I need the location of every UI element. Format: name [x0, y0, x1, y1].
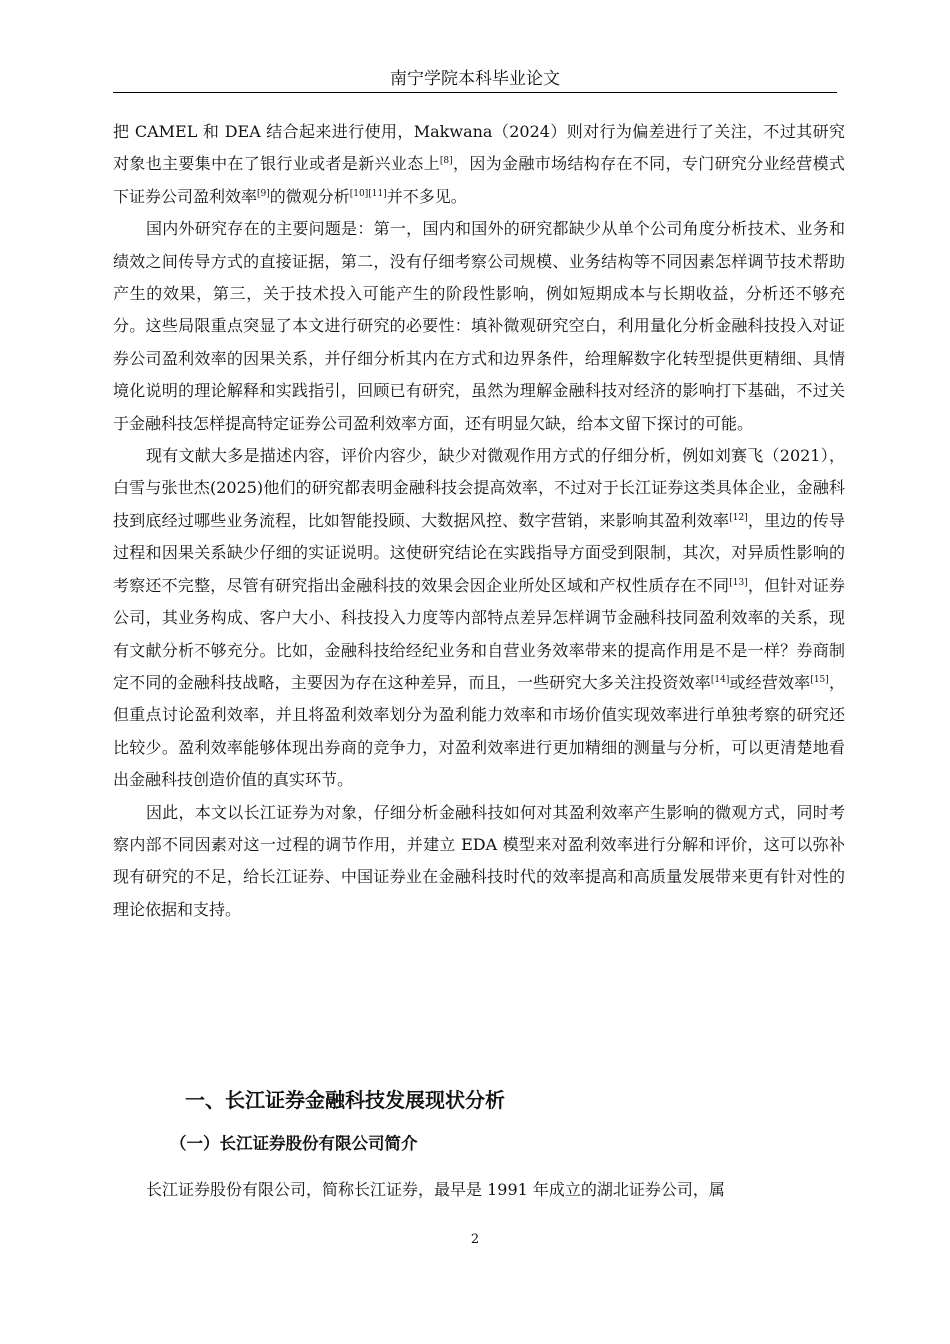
citation-9: [9]	[257, 188, 270, 199]
citation-10-11: [10][11]	[349, 188, 387, 199]
paragraph-1-text-d: 并不多见。	[386, 186, 467, 206]
paragraph-3	[113, 440, 845, 796]
body-text-continued	[113, 1174, 845, 1206]
paragraph-3-text-c: ，但针对证券公司，其业务构成、客户大小、科技投入力度等内部特点差异怎样调节金融科技同盈利效率的关系，现有文献分析不够充分。比如，金融科技给经纪业务和自营业务效率带来的提高作用是不是一样？券商制定不同的金融科技战略，主要因为存在这种差异，而且，一些研究大多关注投资效率	[113, 575, 845, 692]
paragraph-3-text-b: ，里边的传导过程和因果关系缺少仔细的实证说明。这使研究结论在实践指导方面受到限制，其次，对异质性影响的考察还不完整，尽管有研究指出金融科技的效果会因企业所处区域和产权性质存在不同	[113, 510, 845, 595]
body-text	[113, 116, 845, 926]
paragraph-2: 国内外研究存在的主要问题是：第一，国内和国外的研究都缺少从单个公司角度分析技术、业务和绩效之间传导方式的直接证据，第二，没有仔细考察公司规模、业务结构等不同因素怎样调节技术帮助产生的效果，第三，关于技术投入可能产生的阶段性影响，例如短期成本与长期收益，分析还不够充分。这些局限重点突显了本文进行研究的必要性：填补微观研究空白，利用量化分析金融科技投入对证券公司盈利效率的因果关系，并仔细分析其内在方式和边界条件，给理解数字化转型提供更精细、具情境化说明的理论解释和实践指引，回顾已有研究，虽然为理解金融科技对经济的影响打下基础，不过关于金融科技怎样提高特定证券公司盈利效率方面，还有明显欠缺，给本文留下探讨的可能。	[113, 219, 845, 433]
subsection-heading: （一）长江证券股份有限公司简介	[170, 1134, 418, 1153]
paragraph-5: 长江证券股份有限公司，简称长江证券，最早是 1991 年成立的湖北证券公司，属	[146, 1180, 725, 1199]
section-heading: 一、长江证券金融科技发展现状分析	[185, 1088, 505, 1112]
paragraph-4: 因此，本文以长江证券为对象，仔细分析金融科技如何对其盈利效率产生影响的微观方式，同时考察内部不同因素对这一过程的调节作用，并建立 EDA 模型来对盈利效率进行分解和评价，这可以弥补现有研究的不足，给长江证券、中国证券业在金融科技时代的效率提高和高质量发展带来更有针对性的理论依据和支持。	[113, 802, 845, 919]
citation-8: [8]	[439, 156, 453, 167]
header-title: 南宁学院本科毕业论文	[390, 69, 560, 89]
page-header	[113, 66, 837, 93]
paragraph-1-text-c: 的微观分析	[269, 186, 350, 206]
paragraph-1-text-b: ，因为金融市场结构存在不同，专门研究分业经营模式下证券公司盈利效率	[113, 154, 845, 206]
paragraph-1	[113, 116, 845, 213]
paragraph-3-text-a: 现有文献大多是描述内容，评价内容少，缺少对微观作用方式的仔细分析，例如刘赛飞（2021），白雪与张世杰(2025)他们的研究都表明金融科技会提高效率，不过对于长江证券这类具体企业，金融科技到底经过哪些业务流程，比如智能投顾、大数据风控、数字营销，来影响其盈利效率	[113, 446, 845, 530]
paragraph-1-text-a: 把 CAMEL 和 DEA 结合起来进行使用，Makwana（2024）则对行为偏差进行了关注，不过其研究对象也主要集中在了银行业或者是新兴业态上	[113, 122, 845, 174]
paragraph-3-text-d: 或经营效率	[729, 672, 811, 692]
paragraph-3-text-e: ，但重点讨论盈利效率，并且将盈利效率划分为盈利能力效率和市场价值实现效率进行单独考察的研究还比较少。盈利效率能够体现出券商的竞争力，对盈利效率进行更加精细的测量与分析，可以更清楚地看出金融科技创造价值的真实环节。	[113, 672, 845, 790]
citation-13: [13]	[729, 577, 748, 588]
citation-12: [12]	[729, 512, 748, 523]
page-number: 2	[470, 1232, 480, 1247]
citation-14: [14]	[710, 674, 730, 685]
citation-15: [15]	[810, 674, 829, 685]
